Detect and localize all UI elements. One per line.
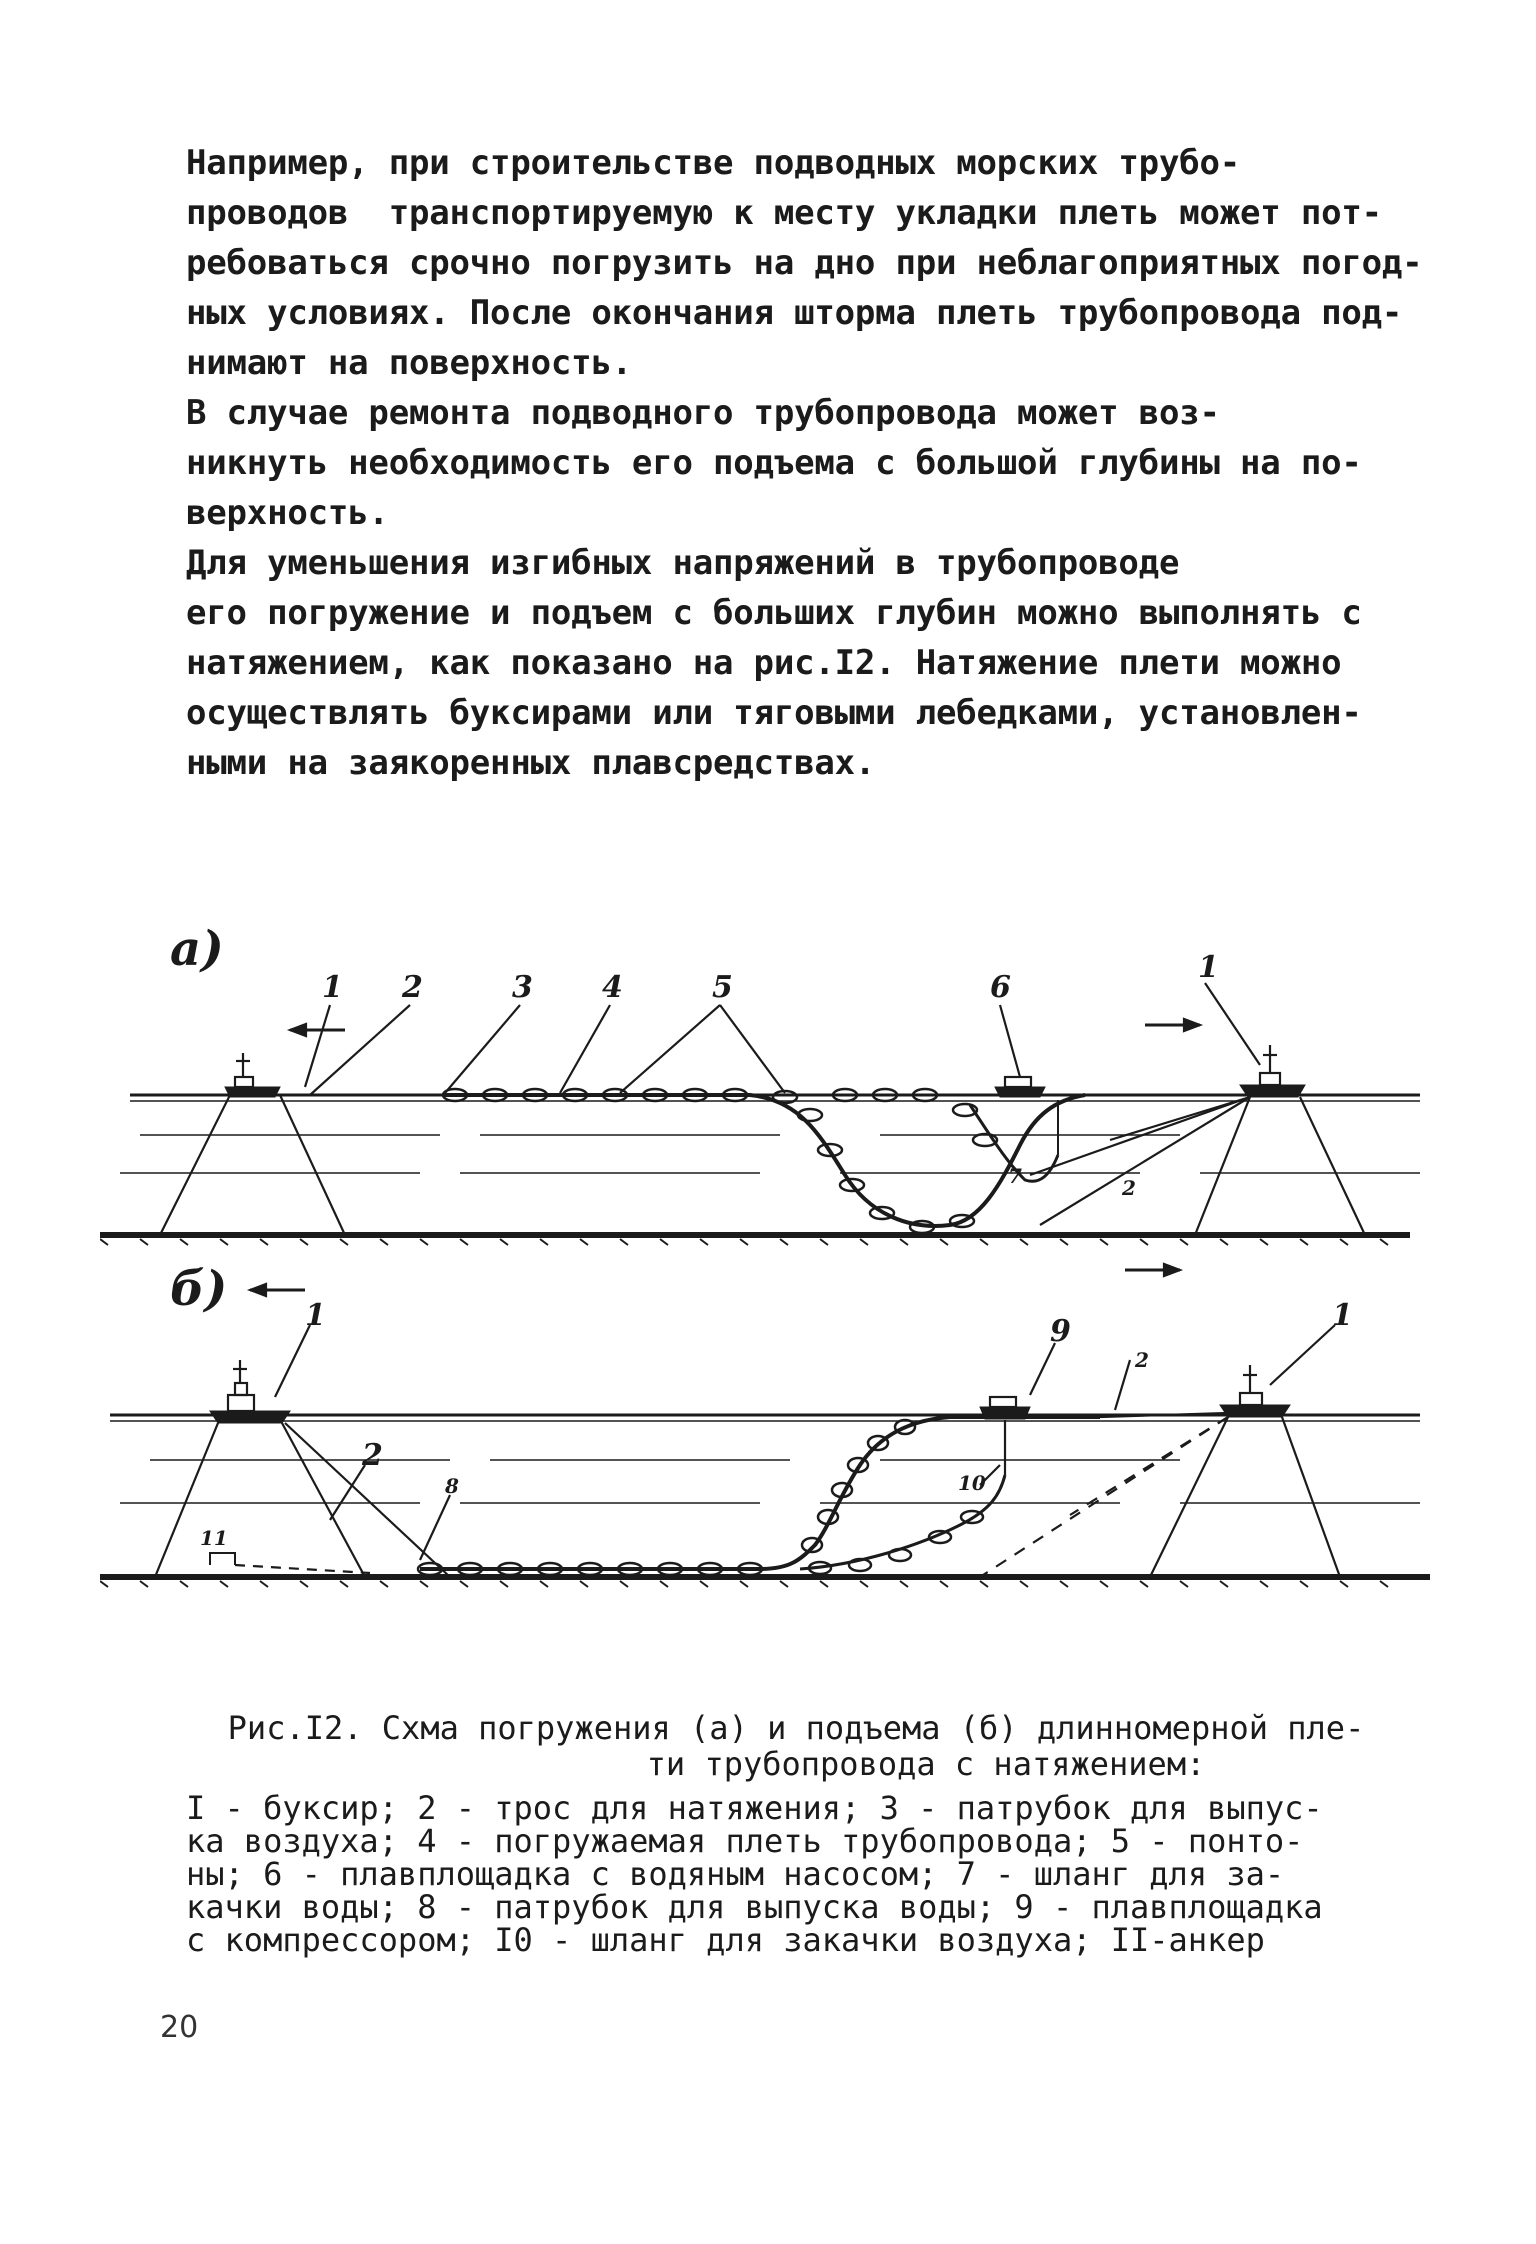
callout-b-2-right: 2: [1135, 1348, 1149, 1372]
callout-a-1-left: 1: [322, 970, 343, 1005]
callout-b-9: 9: [1050, 1314, 1071, 1349]
callout-b-10: 10: [958, 1471, 986, 1495]
panel-b-label: б): [170, 1261, 228, 1317]
page-number: 20: [160, 2010, 199, 2045]
body-paragraph-3: Для уменьшения изгибных напряжений в трубопроводе его погружение и подъем с больших глубин можно выполнять с натяжением, как показано на рис.I2. Натяжение плети можно осуществлять буксирами или тяговыми лебедками, установлен- ными на заякоренных плавсредствах.: [186, 543, 1362, 783]
callout-a-2-cable: 2: [1122, 1176, 1136, 1200]
callout-b-8: 8: [445, 1474, 459, 1498]
body-paragraph-2: В случае ремонта подводного трубопровода может воз- никнуть необходимость его подъема с большой глубины на по- верхность.: [186, 393, 1362, 533]
figure-drawing: [100, 905, 1440, 1645]
callout-b-11: 11: [200, 1526, 228, 1550]
panel-a-label: а): [170, 921, 224, 977]
body-paragraph-1: Например, при строительстве подводных морских трубо- проводов транспортируемую к месту укладки плеть может пот- ребоваться срочно погрузить на дно при неблагоприятных погод- ных условиях. После окончания шторма плеть трубопровода под- нимают на поверхность.: [186, 143, 1423, 383]
callout-b-2-left: 2: [362, 1438, 383, 1473]
callout-a-5: 5: [712, 970, 733, 1005]
callout-a-3: 3: [512, 970, 533, 1005]
callout-a-2: 2: [402, 970, 423, 1005]
callout-a-4: 4: [602, 970, 623, 1005]
figure-pipeline-scheme: [100, 905, 1440, 1645]
callout-b-1-left: 1: [305, 1298, 326, 1333]
figure-caption-title: Рис.I2. Схма погружения (а) и подъема (б) длинномерной пле- ти трубопровода с натяжением:: [227, 1709, 1365, 1783]
figure-caption-legend: I - буксир; 2 - трос для натяжения; 3 - патрубок для выпус- ка воздуха; 4 - погружаемая плеть трубопровода; 5 - понто- ны; 6 - плавплощадка с водяным насосом; 7 - шланг для за- качки воды; 8 - патрубок для выпуска воды; 9 - плавплощадка с компрессором; I0 - шланг для закачки воздуха; II-анкер: [186, 1789, 1323, 1959]
callout-a-6: 6: [990, 970, 1011, 1005]
callout-a-1-right: 1: [1198, 950, 1219, 985]
callout-a-7: 7: [1008, 1164, 1022, 1188]
callout-b-1-right: 1: [1332, 1298, 1353, 1333]
